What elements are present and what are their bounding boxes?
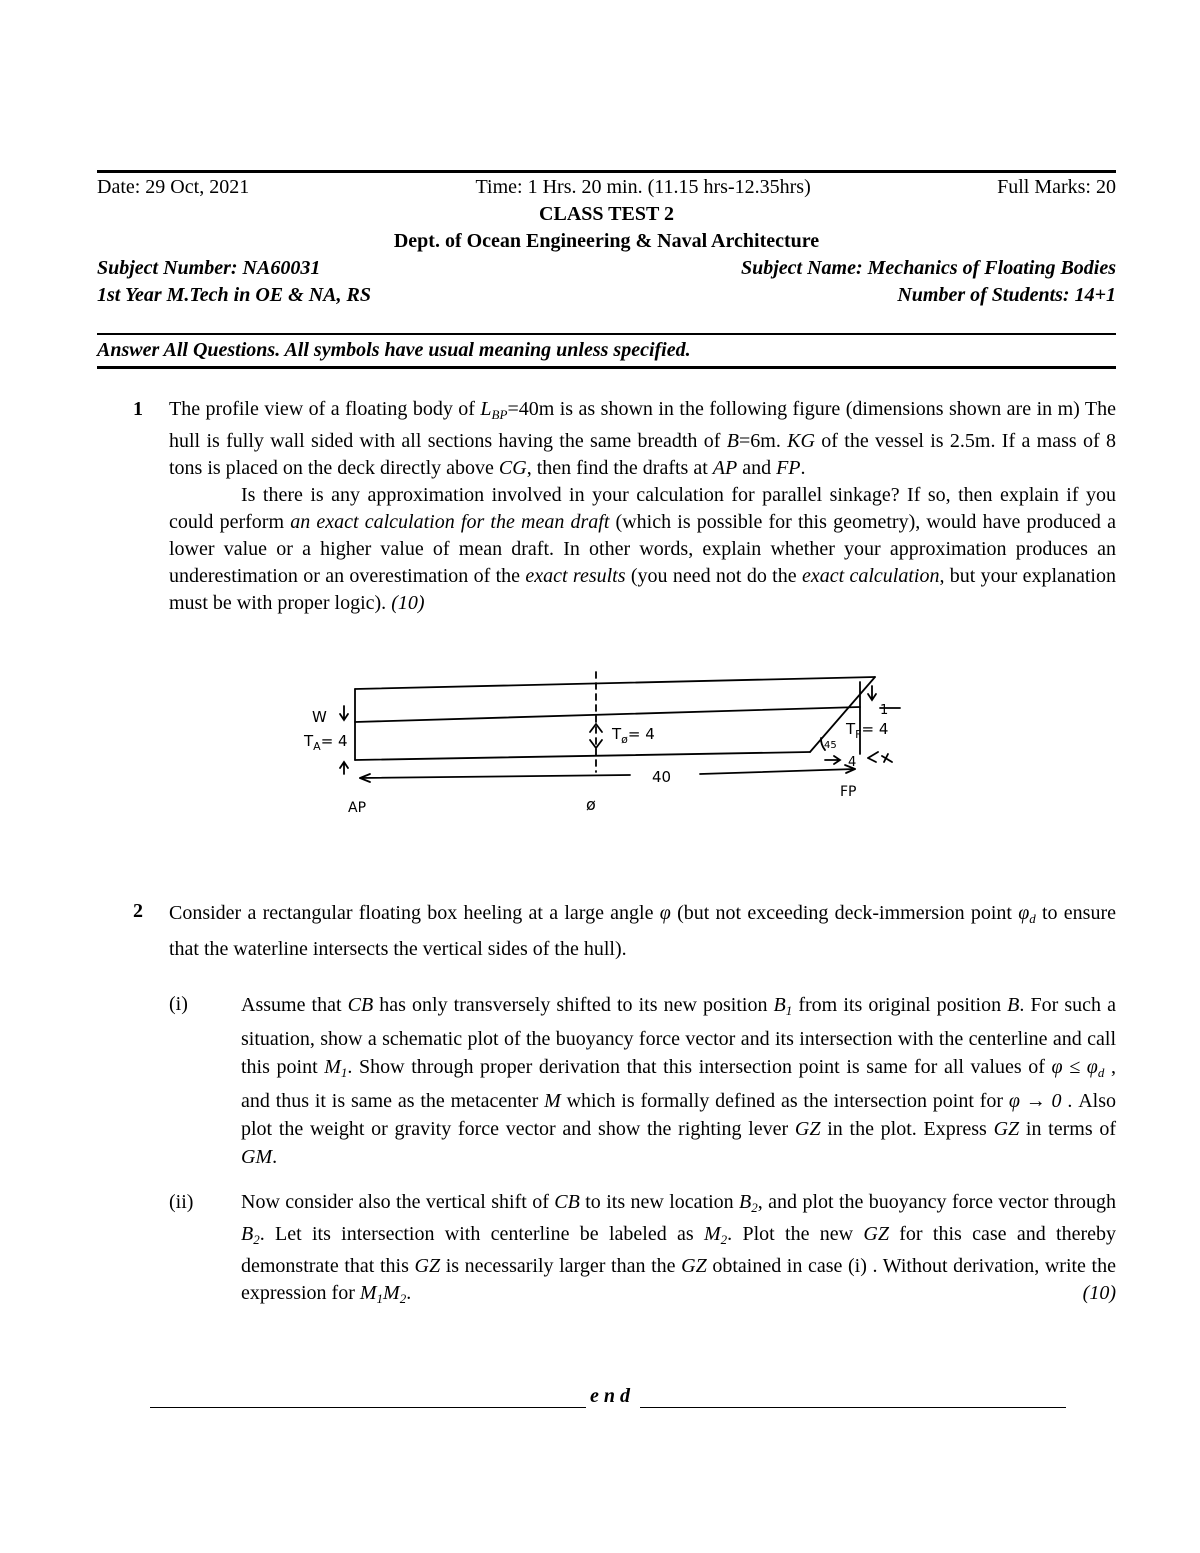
- question-number: 1: [133, 398, 143, 420]
- label-tf: $T_F= 4$: [846, 720, 889, 741]
- exam-header: [97, 174, 1116, 309]
- label-tm: $T_ø= 4$: [612, 725, 655, 746]
- part-number: (i): [169, 993, 188, 1015]
- student-count: Number of Students: 14+1: [897, 284, 1116, 306]
- question-2-part-i: (i) Assume that CB has only transversely shifted to its new position $B_1$ from its original position B. For such a situation, show a schematic plot of the buoyancy force vector and its intersection with the centerline and call this point $M_1$. Show through proper derivation that this intersection point is same for all values of $\varphi \le \varphi_d$ , and thus it is same as the metacenter M which is formally defined as the intersection point for φ → 0 . Also plot the weight or gravity force vector and show the righting lever GZ in the plot. Express GZ in terms of GM.: [169, 993, 1116, 1168]
- subject-name: Subject Name: Mechanics of Floating Bodies: [741, 257, 1116, 279]
- deck-line: [355, 677, 875, 689]
- question-1-marks: (10): [391, 592, 425, 614]
- label-ap: AP: [348, 800, 367, 816]
- question-2: [97, 898, 1116, 1312]
- label-fp: FP: [840, 784, 857, 800]
- length-dimension: [360, 769, 855, 778]
- label-four: 4: [848, 755, 857, 770]
- label-forty: 40: [652, 768, 672, 786]
- keel-line: [355, 752, 810, 760]
- end-rule-right: [640, 1407, 1066, 1408]
- exam-date: Date: 29 Oct, 2021: [97, 176, 250, 198]
- part-number: (ii): [169, 1191, 194, 1213]
- question-2-part-ii: (ii) Now consider also the vertical shift of CB to its new location $B_2$, and plot the buoyancy force vector through $B_2$. Let its intersection with centerline be labeled as $M_2$. Plot the new GZ for this case and thereby demonstrate that this GZ is necessarily larger than the GZ obtained in case (i) . Without derivation, write the expression for $M_1M_2$. (10): [169, 1191, 1117, 1306]
- label-w: W: [312, 708, 327, 726]
- question-number: 2: [133, 900, 143, 922]
- question-1: [97, 396, 1116, 617]
- label-midship: ø: [586, 795, 596, 814]
- exam-time: Time: 1 Hrs. 20 min. (11.15 hrs-12.35hrs): [475, 176, 811, 198]
- test-title: CLASS TEST 2: [539, 203, 674, 225]
- label-angle: 45: [824, 740, 837, 751]
- question-1-paragraph-2: Is there is any approximation involved in your calculation for parallel sinkage? If so, then explain if you could perform an exact calculation for the mean draft (which is possible for this geometry), would have produced a lower value or a higher value of mean draft. In other words, explain whether your approximation produces an underestimation or an overestimation of the exact results (you need not do the exact calculation, but your explanation must be with proper logic). (10): [169, 484, 1116, 614]
- label-ta: $T_A= 4$: [304, 732, 348, 753]
- end-rule-left: [150, 1407, 586, 1408]
- instructions: Answer All Questions. All symbols have usual meaning unless specified.: [97, 339, 691, 361]
- department: Dept. of Ocean Engineering & Naval Architecture: [393, 230, 820, 252]
- waterline: [355, 707, 860, 722]
- top-rule: [97, 170, 1116, 173]
- question-1-paragraph-1: The profile view of a floating body of $L_{BP}=40m$ is as shown in the following figure (dimensions shown are in m) The hull is fully wall sided with all sections having the same breadth of B=6m. KG of the vessel is 2.5m. If a mass of 8 tons is placed on the deck directly above CG, then find the drafts at AP and FP.: [169, 398, 1117, 479]
- full-marks: Full Marks: 20: [997, 176, 1116, 198]
- label-one: 1: [880, 703, 889, 718]
- program: 1st Year M.Tech in OE & NA, RS: [97, 284, 371, 306]
- question-2-intro: Consider a rectangular floating box heeling at a large angle φ (but not exceeding deck-immersion point $\varphi_d$ to ensure that the waterline intersects the vertical sides of the hull).: [169, 902, 1116, 960]
- instructions-rule: [97, 366, 1116, 369]
- bow-rake: [810, 677, 875, 752]
- end-text: e n d: [590, 1385, 630, 1407]
- question-2-marks: (10): [1082, 1282, 1116, 1304]
- thin-rule: [97, 333, 1116, 335]
- hull-profile-figure: [300, 662, 920, 827]
- subject-number: Subject Number: NA60031: [97, 257, 321, 279]
